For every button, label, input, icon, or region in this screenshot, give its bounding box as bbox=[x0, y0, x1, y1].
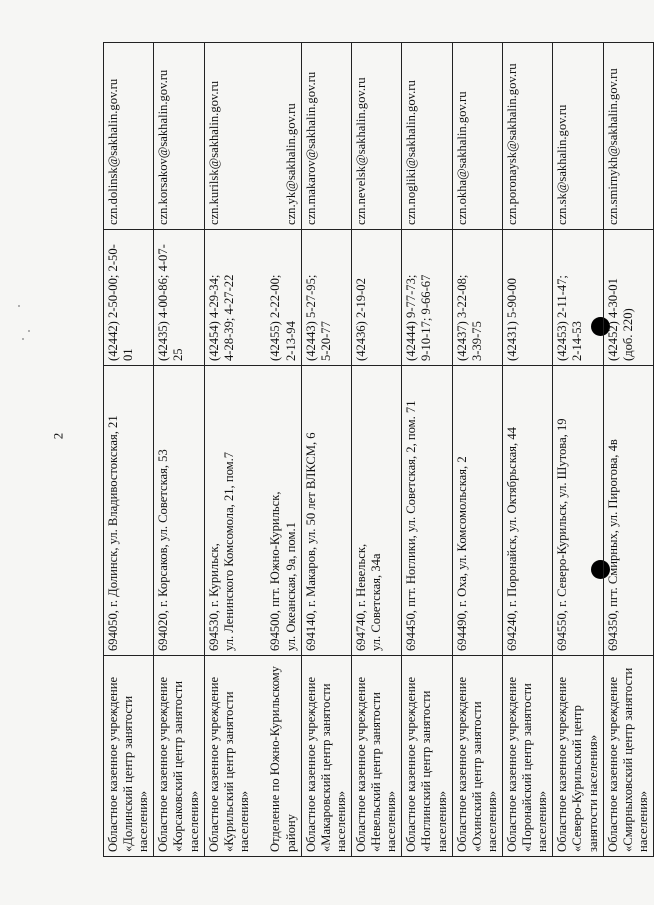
address: 694450, пгт. Ноглики, ул. Советская, 2, пом. 71 bbox=[402, 366, 452, 656]
table-row bbox=[603, 43, 653, 857]
phone bbox=[204, 230, 301, 366]
email: czn.korsakov@sakhalin.gov.ru bbox=[154, 43, 204, 230]
contacts-table-rotated bbox=[103, 43, 650, 857]
address: 694140, г. Макаров, ул. 50 лет ВЛКСМ, 6 bbox=[301, 366, 351, 656]
address: 694740, г. Невельск, ул. Советская, 34а bbox=[351, 366, 401, 656]
address: 694550, г. Северо-Курильск, ул. Шутова, 19 bbox=[553, 366, 603, 656]
email-main: czn.kurilsk@sakhalin.gov.ru bbox=[206, 80, 221, 225]
phone: (42444) 9-77-73; 9-10-17; 9-66-67 bbox=[402, 230, 452, 366]
email-branch: czn.yk@sakhalin.gov.ru bbox=[283, 103, 298, 225]
phone: (42453) 2-11-47; 2-14-53 bbox=[553, 230, 603, 366]
institution-name: Областное казенное учреждение «Поронайский центр занятости населения» bbox=[502, 656, 552, 857]
email: czn.okha@sakhalin.gov.ru bbox=[452, 43, 502, 230]
address-branch: 694500, пгт. Южно-Курильск, ул. Океанская, 9а, пом.1 bbox=[268, 491, 298, 651]
email: czn.nevelsk@sakhalin.gov.ru bbox=[351, 43, 401, 230]
address: 694050, г. Долинск, ул. Владивостокская, 21 bbox=[104, 366, 154, 656]
email: czn.sk@sakhalin.gov.ru bbox=[553, 43, 603, 230]
table-row bbox=[204, 43, 301, 857]
institution-name: Областное казенное учреждение «Корсаковский центр занятости населения» bbox=[154, 656, 204, 857]
email: czn.smirnykh@sakhalin.gov.ru bbox=[603, 43, 653, 230]
table-row bbox=[553, 43, 603, 857]
institution-name: Областное казенное учреждение «Невельский центр занятости населения» bbox=[351, 656, 401, 857]
phone-branch: (42455) 2-22-00; 2-13-94 bbox=[268, 274, 298, 361]
page-number: 2 bbox=[50, 432, 66, 440]
institution-name bbox=[204, 656, 301, 857]
phone: (42437) 3-22-08; 3-39-75 bbox=[452, 230, 502, 366]
institution-name: Областное казенное учреждение «Смирныховский центр занятости населения» bbox=[603, 656, 653, 857]
scan-speck bbox=[28, 330, 30, 332]
institution-name: Областное казенное учреждение «Ноглинский центр занятости населения» bbox=[402, 656, 452, 857]
phone: (42435) 4-00-86; 4-07-25 bbox=[154, 230, 204, 366]
email bbox=[204, 43, 301, 230]
institution-branch: Отделение по Южно-Курильскому району bbox=[268, 666, 298, 852]
table-row bbox=[502, 43, 552, 857]
phone: (42443) 5-27-95; 5-20-77 bbox=[301, 230, 351, 366]
institution-name: Областное казенное учреждение «Северо-Курильский центр занятости населения» bbox=[553, 656, 603, 857]
address bbox=[204, 366, 301, 656]
table-row bbox=[104, 43, 154, 857]
address: 694020, г. Корсаков, ул. Советская, 53 bbox=[154, 366, 204, 656]
table-row bbox=[452, 43, 502, 857]
email: czn.poronaysk@sakhalin.gov.ru bbox=[502, 43, 552, 230]
address: 694490, г. Оха, ул. Комсомольская, 2 bbox=[452, 366, 502, 656]
scan-speck bbox=[22, 338, 24, 340]
employment-centers-table bbox=[103, 42, 654, 857]
table-row bbox=[301, 43, 351, 857]
phone: (42436) 2-19-02 bbox=[351, 230, 401, 366]
table-row bbox=[154, 43, 204, 857]
institution-name: Областное казенное учреждение «Долинский центр занятости населения» bbox=[104, 656, 154, 857]
institution-name-main: Областное казенное учреждение «Курильский центр занятости населения» bbox=[206, 676, 251, 852]
institution-name: Областное казенное учреждение «Охинский центр занятости населения» bbox=[452, 656, 502, 857]
email: czn.nogliki@sakhalin.gov.ru bbox=[402, 43, 452, 230]
phone-main: (42454) 4-29-34; 4-28-39; 4-27-22 bbox=[206, 274, 236, 361]
institution-name: Областное казенное учреждение «Макаровский центр занятости населения» bbox=[301, 656, 351, 857]
address: 694240, г. Поронайск, ул. Октябрьская, 44 bbox=[502, 366, 552, 656]
phone: (42442) 2-50-00; 2-50-01 bbox=[104, 230, 154, 366]
table-row bbox=[351, 43, 401, 857]
email: czn.makarov@sakhalin.gov.ru bbox=[301, 43, 351, 230]
address: 694350, пгт. Смирных, ул. Пирогова, 4в bbox=[603, 366, 653, 656]
email: czn.dolinsk@sakhalin.gov.ru bbox=[104, 43, 154, 230]
phone: (42431) 5-90-00 bbox=[502, 230, 552, 366]
address-main: 694530, г. Курильск, ул. Ленинского Комсомола, 21, пом.7 bbox=[206, 451, 236, 651]
phone: (42452) 4-30-01 (доб. 220) bbox=[603, 230, 653, 366]
table-row bbox=[402, 43, 452, 857]
scan-speck bbox=[18, 305, 20, 307]
